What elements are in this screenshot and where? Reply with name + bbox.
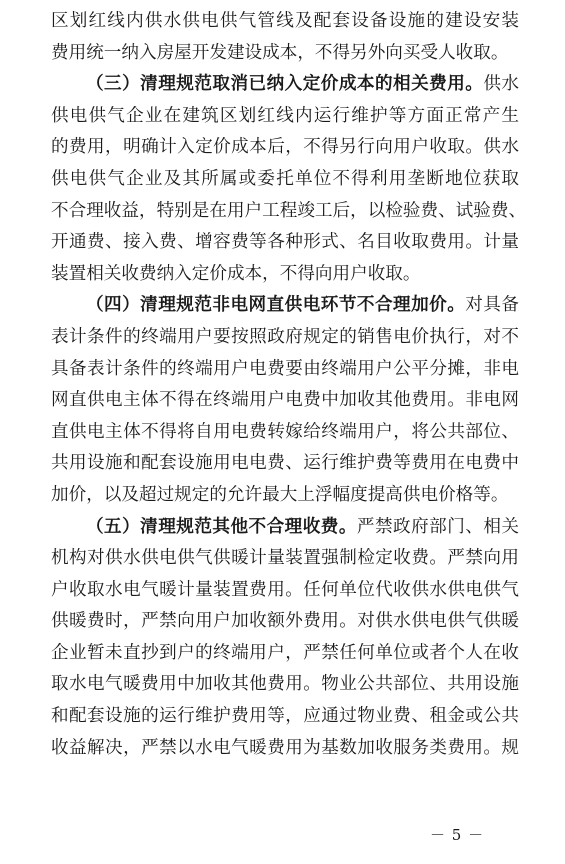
body-line [51,480,519,512]
line-text: 对具备 [465,295,519,316]
line-text: 开通费、接入费、增容费等各种形式、名目收取费用。计量 [51,232,519,253]
section-heading-line [51,69,519,101]
body-line [51,132,519,164]
body-line [51,164,519,196]
body-line [51,417,519,449]
body-line [51,322,519,354]
line-text: 户收取水电气暖计量装置费用。任何单位代收供水供电供气 [51,579,519,600]
line-text: 直供电主体不得将自用电费转嫁给终端用户，将公共部位、 [51,421,519,442]
line-text: 装置相关收费纳入定价成本，不得向用户收取。 [51,263,421,284]
section-heading: （五）清理规范其他不合理收费。 [86,516,357,537]
body-line [51,638,519,670]
line-text: 表计条件的终端用户要按照政府规定的销售电价执行，对不 [51,326,519,347]
body-line [51,259,519,291]
line-text: 供暖费时，严禁向用户加收额外费用。对供水供电供气供暖 [51,611,519,632]
body-line [51,543,519,575]
line-text: 区划红线内供水供电供气管线及配套设备设施的建设安装 [51,11,519,31]
line-text: 共用设施和配套设施用电电费、运行维护费等费用在电费中 [51,453,519,474]
body-line [51,606,519,638]
line-text: 严禁政府部门、相关 [356,516,519,537]
body-line [51,227,519,259]
line-text: 供电供气企业及其所属或委托单位不得利用垄断地位获取 [51,168,519,189]
line-text: 具备表计条件的终端用户电费要由终端用户公平分摊，非电 [51,358,519,379]
body-text [51,6,527,764]
line-text: 收益解决，严禁以水电气暖费用为基数加收服务类费用。规 [51,737,519,758]
body-line [51,733,519,765]
body-line [51,38,519,70]
section-heading-line [51,512,519,544]
line-text: 供电供气企业在建筑区划红线内运行维护等方面正常产生 [51,105,519,126]
body-line [51,575,519,607]
line-text: 企业暂未直抄到户的终端用户，严禁任何单位或者个人在收 [51,642,519,663]
line-text: 加价，以及超过规定的允许最大上浮幅度提高供电价格等。 [51,484,509,505]
body-line [51,385,519,417]
body-line [51,196,527,228]
line-text: 不合理收益，特别是在用户工程竣工后，以检验费、试验费、 [51,200,527,221]
line-text: 取水电气暖费用中加收其他费用。物业公共部位、共用设施 [51,674,519,695]
line-text: 和配套设施的运行维护费用等，应通过物业费、租金或公共 [51,706,519,727]
body-line [51,6,519,38]
body-line [51,101,519,133]
line-text: 费用统一纳入房屋开发建设成本，不得另外向买受人收取。 [51,42,509,63]
line-text: 的费用，明确计入定价成本后，不得另行向用户收取。供水 [51,137,519,158]
section-heading-line [51,290,519,322]
section-heading: （三）清理规范取消已纳入定价成本的相关费用。 [86,74,484,95]
body-line [51,448,519,480]
line-text: 网直供电主体不得在终端用户电费中加收其他费用。非电网 [51,390,519,411]
body-line [51,701,519,733]
line-text: 供水 [483,74,519,95]
page-number: － 5 － [430,826,485,844]
body-line [51,669,519,701]
body-line [51,354,519,386]
section-heading: （四）清理规范非电网直供电环节不合理加价。 [86,295,466,316]
line-text: 机构对供水供电供气供暖计量装置强制检定收费。严禁向用 [51,548,519,569]
